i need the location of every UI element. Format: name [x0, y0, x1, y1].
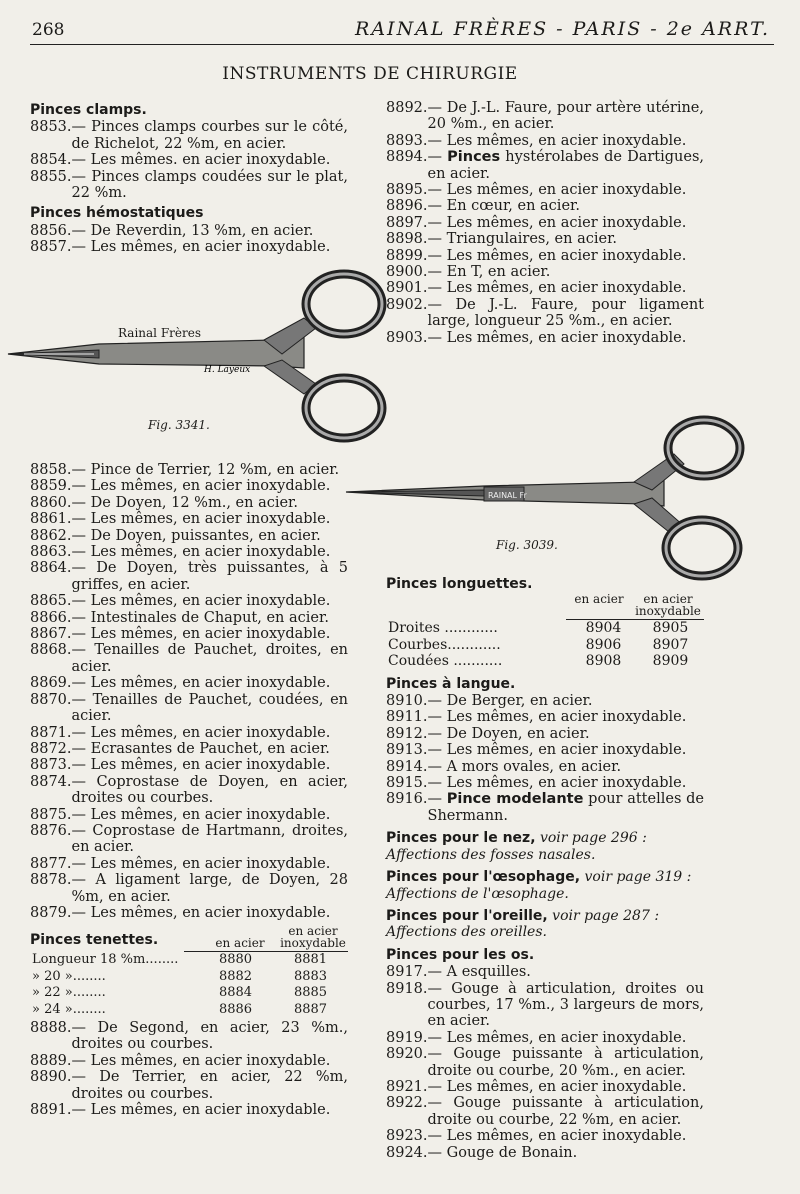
item-number: 8897. [386, 214, 428, 231]
figure-caption-2: Fig. 3039. [496, 538, 558, 552]
list-item [386, 231, 704, 247]
list-item [30, 462, 348, 478]
list-item [30, 239, 348, 255]
table-row [386, 637, 704, 653]
tenettes-table [30, 952, 348, 1018]
list-item [30, 675, 348, 691]
item-number: 8888. [30, 1020, 72, 1036]
list-item [30, 905, 348, 921]
item-text: — Les mêmes, en acier inoxydable. [427, 1128, 687, 1145]
list-item [386, 1030, 704, 1046]
item-text: — Les mêmes, en acier inoxydable. [427, 1029, 687, 1046]
item-text: — A ligament large, de Doyen, 28 %m, en acier. [71, 872, 348, 905]
item-text: — De Terrier, en acier, 22 %m, droites ou courbes. [71, 1069, 348, 1102]
item-number: 8921. [386, 1078, 428, 1095]
cross-reference [386, 869, 704, 902]
item-text: — De Doyen, très puissantes, à 5 griffes, en acier. [71, 560, 348, 593]
list-item [30, 495, 348, 511]
code-inox: 8885 [293, 985, 328, 1001]
item-number: 8913. [386, 742, 428, 759]
item-number: 8896. [386, 198, 428, 215]
item-number: 8914. [386, 758, 428, 775]
code-inox: 8909 [652, 653, 689, 670]
item-number: 8923. [386, 1128, 428, 1145]
item-text: — Ecrasantes de Pauchet, en acier. [71, 740, 330, 757]
cross-reference [386, 830, 704, 863]
ref-heading: Pinces pour l'oreille, [386, 907, 548, 924]
item-text: — De Segond, en acier, 23 %m., droites ou courbes. [71, 1020, 348, 1053]
item-number: 8860. [30, 494, 72, 511]
item-text: — Gouge à articulation, droites ou courbes, 17 %m., 3 largeurs de mors, en acier. [427, 980, 704, 1030]
row-label: » 22 »........ [32, 985, 106, 1001]
item-text: — Tenailles de Pauchet, coudées, en acier. [71, 691, 348, 725]
item-text: — Les mêmes, en acier inoxydable. [427, 132, 687, 149]
item-text: — Les mêmes, en acier inoxydable. [427, 329, 687, 346]
list-item [386, 775, 704, 791]
list-item [30, 692, 348, 725]
list-item [386, 198, 704, 214]
item-number: 8858. [30, 462, 72, 478]
item-number: 8854. [30, 152, 72, 169]
item-number: 8899. [386, 247, 428, 264]
item-number: 8862. [30, 527, 72, 544]
item-number: 8916. [386, 791, 428, 808]
row-label: Coudées ........... [388, 653, 503, 670]
item-text: — Les mêmes, en acier inoxydable. [427, 247, 687, 264]
engraver-signature: H. Layeux [204, 365, 251, 375]
item-number: 8869. [30, 675, 72, 692]
item-text: — Les mêmes, en acier inoxydable. [71, 724, 331, 741]
list-item [386, 981, 704, 1030]
item-number: 8911. [386, 709, 428, 726]
list-item [30, 119, 348, 152]
code-acier: 8908 [585, 653, 622, 670]
item-text: — De Berger, en acier. [427, 693, 593, 710]
item-number: 8917. [386, 964, 428, 981]
list-item [30, 169, 348, 202]
item-number: 8895. [386, 182, 428, 199]
item-number: 8892. [386, 100, 428, 116]
left-column-middle [30, 462, 348, 1118]
list-item [30, 642, 348, 675]
item-text: — Intestinales de Chaput, en acier. [71, 609, 329, 626]
page-number: 268 [32, 20, 65, 40]
item-number: 8867. [30, 626, 72, 643]
list-item [386, 1145, 704, 1161]
item-text: — Tenailles de Pauchet, droites, en acier. [71, 642, 348, 675]
item-text: — Les mêmes, en acier inoxydable. [427, 709, 687, 726]
item-text: — De J.-L. Faure, pour artère utérine, 20 %m., en acier. [427, 100, 704, 133]
item-text: — Les mêmes, en acier inoxydable. [71, 675, 331, 692]
item-number: 8871. [30, 724, 72, 741]
item-text: — Coprostase de Doyen, en acier, droites ou courbes. [71, 773, 348, 807]
item-number: 8922. [386, 1095, 428, 1112]
brand-label: Rainal Frères [118, 326, 201, 340]
table-row [30, 969, 348, 985]
item-number: 8872. [30, 740, 72, 757]
item-text: — De Doyen, 12 %m., en acier. [71, 494, 299, 511]
table-row [386, 620, 704, 636]
ref-text: voir page 296 : Affections des fosses nasales. [386, 830, 647, 863]
list-item [386, 1079, 704, 1095]
list-item [30, 856, 348, 872]
item-text: — Les mêmes, en acier inoxydable. [71, 478, 331, 495]
item-rest: pour attelles de Shermann. [427, 791, 704, 824]
list-item [386, 1046, 704, 1079]
item-text: — Les mêmes, en acier inoxydable. [427, 742, 687, 759]
item-number: 8910. [386, 693, 428, 710]
item-number: 8918. [386, 980, 428, 997]
item-number: 8878. [30, 872, 72, 889]
item-number: 8861. [30, 511, 72, 528]
item-number: 8924. [386, 1144, 428, 1161]
list-item [30, 757, 348, 773]
figure-3039 [344, 408, 748, 588]
item-number: 8873. [30, 757, 72, 774]
row-label: » 20 »........ [32, 968, 106, 984]
ref-heading: Pinces pour le nez, [386, 830, 536, 847]
heading-hemostatiques: Pinces hémostatiques [30, 205, 204, 222]
item-text: — De Reverdin, 13 %m, en acier. [71, 222, 314, 239]
item-number: 8894. [386, 149, 428, 166]
item-number: 8901. [386, 280, 428, 297]
table-row [30, 985, 348, 1001]
list-item [386, 759, 704, 775]
list-item [386, 100, 704, 133]
table-row [30, 1002, 348, 1018]
item-text: — A mors ovales, en acier. [427, 758, 622, 775]
list-item [30, 741, 348, 757]
ref-heading: Pinces pour l'œsophage, [386, 869, 581, 886]
code-acier: 8884 [218, 985, 253, 1001]
code-acier: 8886 [218, 1001, 253, 1017]
item-text: — Les mêmes, en acier inoxydable. [71, 1102, 331, 1119]
forceps-illustration-2 [344, 408, 748, 588]
section-title: INSTRUMENTS DE CHIRURGIE [222, 64, 518, 84]
item-number: 8920. [386, 1046, 428, 1063]
list-item [30, 807, 348, 823]
item-text: — Les mêmes, en acier inoxydable. [427, 214, 687, 231]
item-text: — De J.-L. Faure, pour ligament large, longueur 25 %m., en acier. [427, 296, 704, 330]
table-row [386, 653, 704, 669]
list-item [30, 610, 348, 626]
list-item [386, 1095, 704, 1128]
ref-text: voir page 287 : Affections des oreilles. [386, 907, 660, 941]
figure-3341 [4, 268, 388, 458]
list-item [30, 872, 348, 905]
list-item [386, 215, 704, 231]
item-text: — Gouge puissante à articulation, droite ou courbe, 20 %m., en acier. [427, 1046, 704, 1079]
item-text: — Les mêmes, en acier inoxydable. [427, 182, 687, 199]
heading-langue: Pinces à langue. [386, 675, 516, 692]
code-inox: 8907 [652, 636, 689, 653]
list-item [386, 964, 704, 980]
brand-stamp: RAINAL Fr [488, 491, 527, 500]
item-number: 8865. [30, 593, 72, 610]
list-item [30, 560, 348, 593]
item-number: 8898. [386, 231, 428, 248]
item-number: 8859. [30, 478, 72, 495]
right-column-lower [386, 574, 704, 1161]
item-number: 8902. [386, 296, 428, 313]
item-text: — Les mêmes, en acier inoxydable. [71, 593, 331, 610]
col-head-inox: en acier inoxydable [280, 924, 346, 951]
heading-os: Pinces pour les os. [386, 946, 535, 963]
item-number: 8864. [30, 560, 72, 577]
code-acier: 8904 [585, 620, 622, 637]
item-text: — Gouge puissante à articulation, droite ou courbe, 22 %m, en acier. [427, 1095, 704, 1128]
item-text: — Les mêmes, en acier inoxydable. [427, 1078, 687, 1095]
item-text: — En cœur, en acier. [427, 198, 580, 215]
list-item [386, 1128, 704, 1144]
list-item [386, 742, 704, 758]
list-item [30, 1069, 348, 1102]
item-number: 8870. [30, 691, 72, 708]
list-item [30, 223, 348, 239]
longuettes-table [386, 620, 704, 669]
list-item [386, 182, 704, 198]
list-item [386, 726, 704, 742]
code-inox: 8881 [293, 952, 328, 968]
item-number: 8866. [30, 609, 72, 626]
item-text: — Les mêmes, en acier inoxydable. [71, 904, 331, 921]
item-bold-term: Pinces [447, 149, 501, 166]
list-item [386, 149, 704, 182]
item-number: 8890. [30, 1069, 72, 1086]
item-number: 8912. [386, 725, 428, 742]
item-number: 8919. [386, 1029, 428, 1046]
item-text: — Pince modelante pour attelles de Shermann. [427, 791, 704, 824]
item-text: — En T, en acier. [427, 264, 551, 281]
item-text: — Les mêmes, en acier inoxydable. [71, 855, 331, 872]
list-item [386, 280, 704, 296]
heading-clamps: Pinces clamps. [30, 102, 147, 118]
list-item [30, 478, 348, 494]
item-number: 8875. [30, 806, 72, 823]
list-item [30, 626, 348, 642]
code-acier: 8880 [218, 952, 253, 968]
list-item [386, 709, 704, 725]
item-text: — Coprostase de Hartmann, droites, en acier. [71, 822, 348, 856]
list-item [386, 330, 704, 346]
list-item [30, 1102, 348, 1118]
item-text: — Les mêmes, en acier inoxydable. [71, 626, 331, 643]
list-item [30, 774, 348, 807]
code-acier: 8906 [585, 636, 622, 653]
list-item [386, 264, 704, 280]
item-text: — Pince de Terrier, 12 %m, en acier. [71, 462, 340, 478]
item-number: 8857. [30, 239, 72, 256]
list-item [386, 133, 704, 149]
cross-reference [386, 908, 704, 941]
item-text: — Les mêmes, en acier inoxydable. [71, 239, 331, 256]
code-inox: 8883 [293, 968, 328, 984]
item-text: — De Doyen, en acier. [427, 725, 590, 742]
item-number: 8889. [30, 1052, 72, 1069]
code-inox: 8905 [652, 620, 689, 637]
item-text: — Les mêmes, en acier inoxydable. [71, 544, 331, 561]
ref-text: voir page 319 : Affections de l'œsophage. [386, 869, 692, 902]
list-item [30, 152, 348, 168]
item-number: 8863. [30, 544, 72, 561]
heading-tenettes: Pinces tenettes. [30, 931, 159, 948]
list-item [386, 297, 704, 330]
item-text: — Gouge de Bonain. [427, 1144, 578, 1161]
row-label: Courbes............ [388, 636, 501, 653]
code-acier: 8882 [218, 968, 253, 984]
item-number: 8874. [30, 773, 72, 790]
item-text: — Pinces clamps courbes sur le côté, de Richelot, 22 %m, en acier. [71, 119, 348, 152]
list-item [386, 248, 704, 264]
item-number: 8879. [30, 904, 72, 921]
item-text: — Pinces hystérolabes de Dartigues, en acier. [427, 149, 704, 182]
item-rest: hystérolabes de Dartigues, en acier. [427, 149, 704, 182]
item-bold-term: Pince modelante [446, 791, 584, 808]
col-head-inox-2: en acier inoxydable [635, 592, 701, 619]
item-text: — Les mêmes, en acier inoxydable. [71, 511, 331, 528]
heading-longuettes: Pinces longuettes. [386, 576, 533, 592]
item-text: — De Doyen, puissantes, en acier. [71, 527, 321, 544]
list-item [30, 593, 348, 609]
item-number: 8903. [386, 329, 428, 346]
row-label: Longueur 18 %m........ [32, 952, 179, 968]
list-item [386, 693, 704, 709]
col-head-acier-2: en acier [574, 592, 624, 607]
code-inox: 8887 [293, 1001, 328, 1017]
item-text: — Les mêmes, en acier inoxydable. [71, 757, 331, 774]
list-item [30, 511, 348, 527]
table-row [30, 952, 348, 968]
left-column-top [30, 100, 348, 256]
running-title: RAINAL FRÈRES - PARIS - 2e ARRT. [355, 18, 770, 40]
row-label: Droites ............ [388, 620, 498, 637]
item-number: 8868. [30, 642, 72, 659]
item-number: 8877. [30, 855, 72, 872]
item-number: 8856. [30, 222, 72, 239]
item-text: — Les mêmes, en acier inoxydable. [71, 806, 331, 823]
list-item [30, 1053, 348, 1069]
list-item [386, 791, 704, 824]
item-text: — A esquilles. [427, 964, 531, 981]
list-item [30, 528, 348, 544]
item-number: 8893. [386, 132, 428, 149]
right-column-top [386, 100, 704, 346]
item-text: — Les mêmes. en acier inoxydable. [71, 152, 331, 169]
item-text: — Les mêmes, en acier inoxydable. [427, 280, 687, 297]
row-label: » 24 »........ [32, 1001, 106, 1017]
item-text: — Les mêmes, en acier inoxydable. [71, 1052, 331, 1069]
item-number: 8853. [30, 119, 72, 136]
list-item [30, 1020, 348, 1053]
item-text: — Pinces clamps coudées sur le plat, 22 %m. [71, 168, 348, 202]
figure-caption: Fig. 3341. [148, 418, 210, 432]
list-item [30, 725, 348, 741]
list-item [30, 544, 348, 560]
running-header [30, 16, 774, 45]
item-text: — Les mêmes, en acier inoxydable. [427, 775, 687, 792]
item-number: 8915. [386, 775, 428, 792]
item-number: 8855. [30, 168, 72, 185]
item-number: 8900. [386, 264, 428, 281]
item-text: — Triangulaires, en acier. [427, 231, 618, 248]
col-head-acier: en acier [215, 936, 265, 951]
item-number: 8891. [30, 1102, 72, 1119]
list-item [30, 823, 348, 856]
item-number: 8876. [30, 822, 72, 839]
